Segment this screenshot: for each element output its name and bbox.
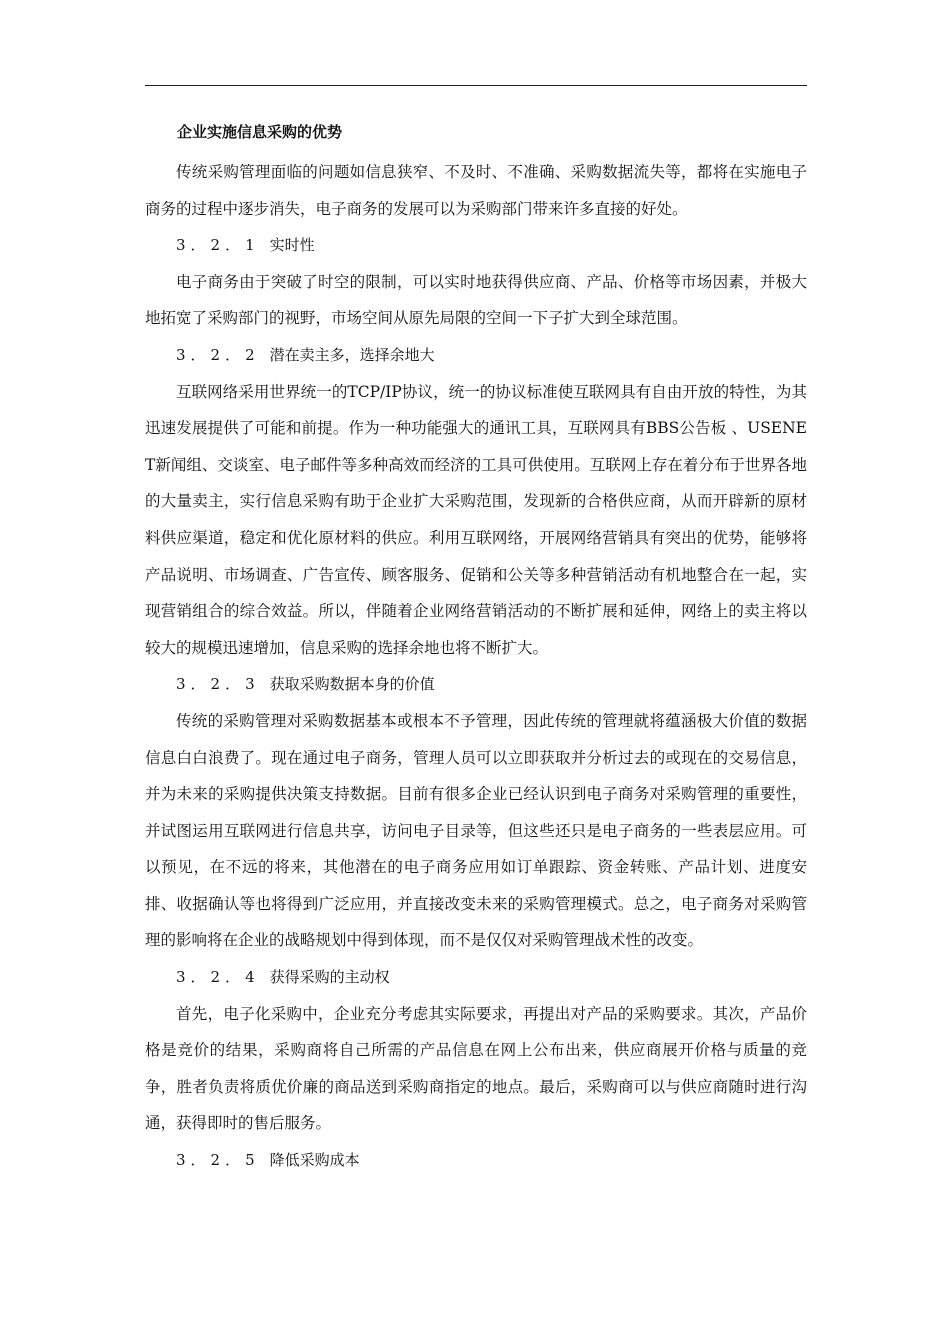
subsection-number: 3．2．5 xyxy=(176,1151,260,1170)
subsection-number: 3．2．1 xyxy=(176,236,260,255)
subsection-number: 3．2．4 xyxy=(176,968,260,987)
subsection-heading-3-2-3 xyxy=(176,666,807,703)
subsection-heading-3-2-2 xyxy=(176,337,807,374)
subsection-number: 3．2．2 xyxy=(176,345,260,364)
subsection-heading-text: 实时性 xyxy=(269,236,315,255)
intro-paragraph: 传统采购管理面临的问题如信息狭窄、不及时、不准确、采购数据流失等，都将在实施电子商务的过程中逐步消失，电子商务的发展可以为采购部门带来许多直接的好处。 xyxy=(145,163,807,218)
subsection-heading-text: 获得采购的主动权 xyxy=(269,968,390,987)
subsection-paragraph-3-2-4: 首先，电子化采购中，企业充分考虑其实际要求，再提出对产品的采购要求。其次，产品价格是竞价的结果，采购商将自己所需的产品信息在网上公布出来，供应商展开价格与质量的竞争，胜者负责将质优价廉的商品送到采购商指定的地点。最后，采购商可以与供应商随时进行沟通，获得即时的售后服务。 xyxy=(145,1004,807,1133)
document-body xyxy=(145,122,807,1179)
subsection-heading-text: 潜在卖主多，选择余地大 xyxy=(269,345,435,364)
subsection-paragraph-3-2-3: 传统的采购管理对采购数据基本或根本不予管理，因此传统的管理就将蕴涵极大价值的数据信息白白浪费了。现在通过电子商务，管理人员可以立即获取并分析过去的或现在的交易信息，并为未来的采购提供决策支持数据。目前有很多企业已经认识到电子商务对采购管理的重要性，并试图运用互联网进行信息共享，访问电子目录等，但这些还只是电子商务的一些表层应用。可以预见，在不远的将来，其他潜在的电子商务应用如订单跟踪、资金转账、产品计划、进度安排、收据确认等也将得到广泛应用，并直接改变未来的采购管理模式。总之，电子商务对采购管理的影响将在企业的战略规划中得到体现，而不是仅仅对采购管理战术性的改变。 xyxy=(145,711,807,950)
subsection-heading-3-2-1 xyxy=(176,227,807,264)
subsection-paragraph-3-2-2: 互联网络采用世界统一的TCP/IP协议，统一的协议标准使互联网具有自由开放的特性，为其迅速发展提供了可能和前提。作为一种功能强大的通讯工具，互联网具有BBS公告板 、USENET新闻组、交谈室、电子邮件等多种高效而经济的工具可供使用。互联网上存在着分布于世界各地的大量卖主，实行信息采购有助于企业扩大采购范围，发现新的合格供应商，从而开辟新的原材料供应渠道，稳定和优化原材料的供应。利用互联网络，开展网络营销具有突出的优势，能够将产品说明、市场调查、广告宣传、顾客服务、促销和公关等多种营销活动有机地整合在一起，实现营销组合的综合效益。所以，伴随着企业网络营销活动的不断扩展和延伸，网络上的卖主将以较大的规模迅速增加，信息采购的选择余地也将不断扩大。 xyxy=(145,382,807,657)
section-title: 企业实施信息采购的优势 xyxy=(177,123,343,141)
subsection-heading-3-2-5 xyxy=(176,1142,807,1179)
header-rule xyxy=(145,85,807,86)
subsection-heading-text: 降低采购成本 xyxy=(269,1151,360,1170)
subsection-paragraph-3-2-1: 电子商务由于突破了时空的限制，可以实时地获得供应商、产品、价格等市场因素，并极大地拓宽了采购部门的视野，市场空间从原先局限的空间一下子扩大到全球范围。 xyxy=(145,272,807,328)
subsection-number: 3．2．3 xyxy=(176,675,260,694)
subsection-heading-text: 获取采购数据本身的价值 xyxy=(269,675,435,694)
subsection-heading-3-2-4 xyxy=(176,959,807,996)
